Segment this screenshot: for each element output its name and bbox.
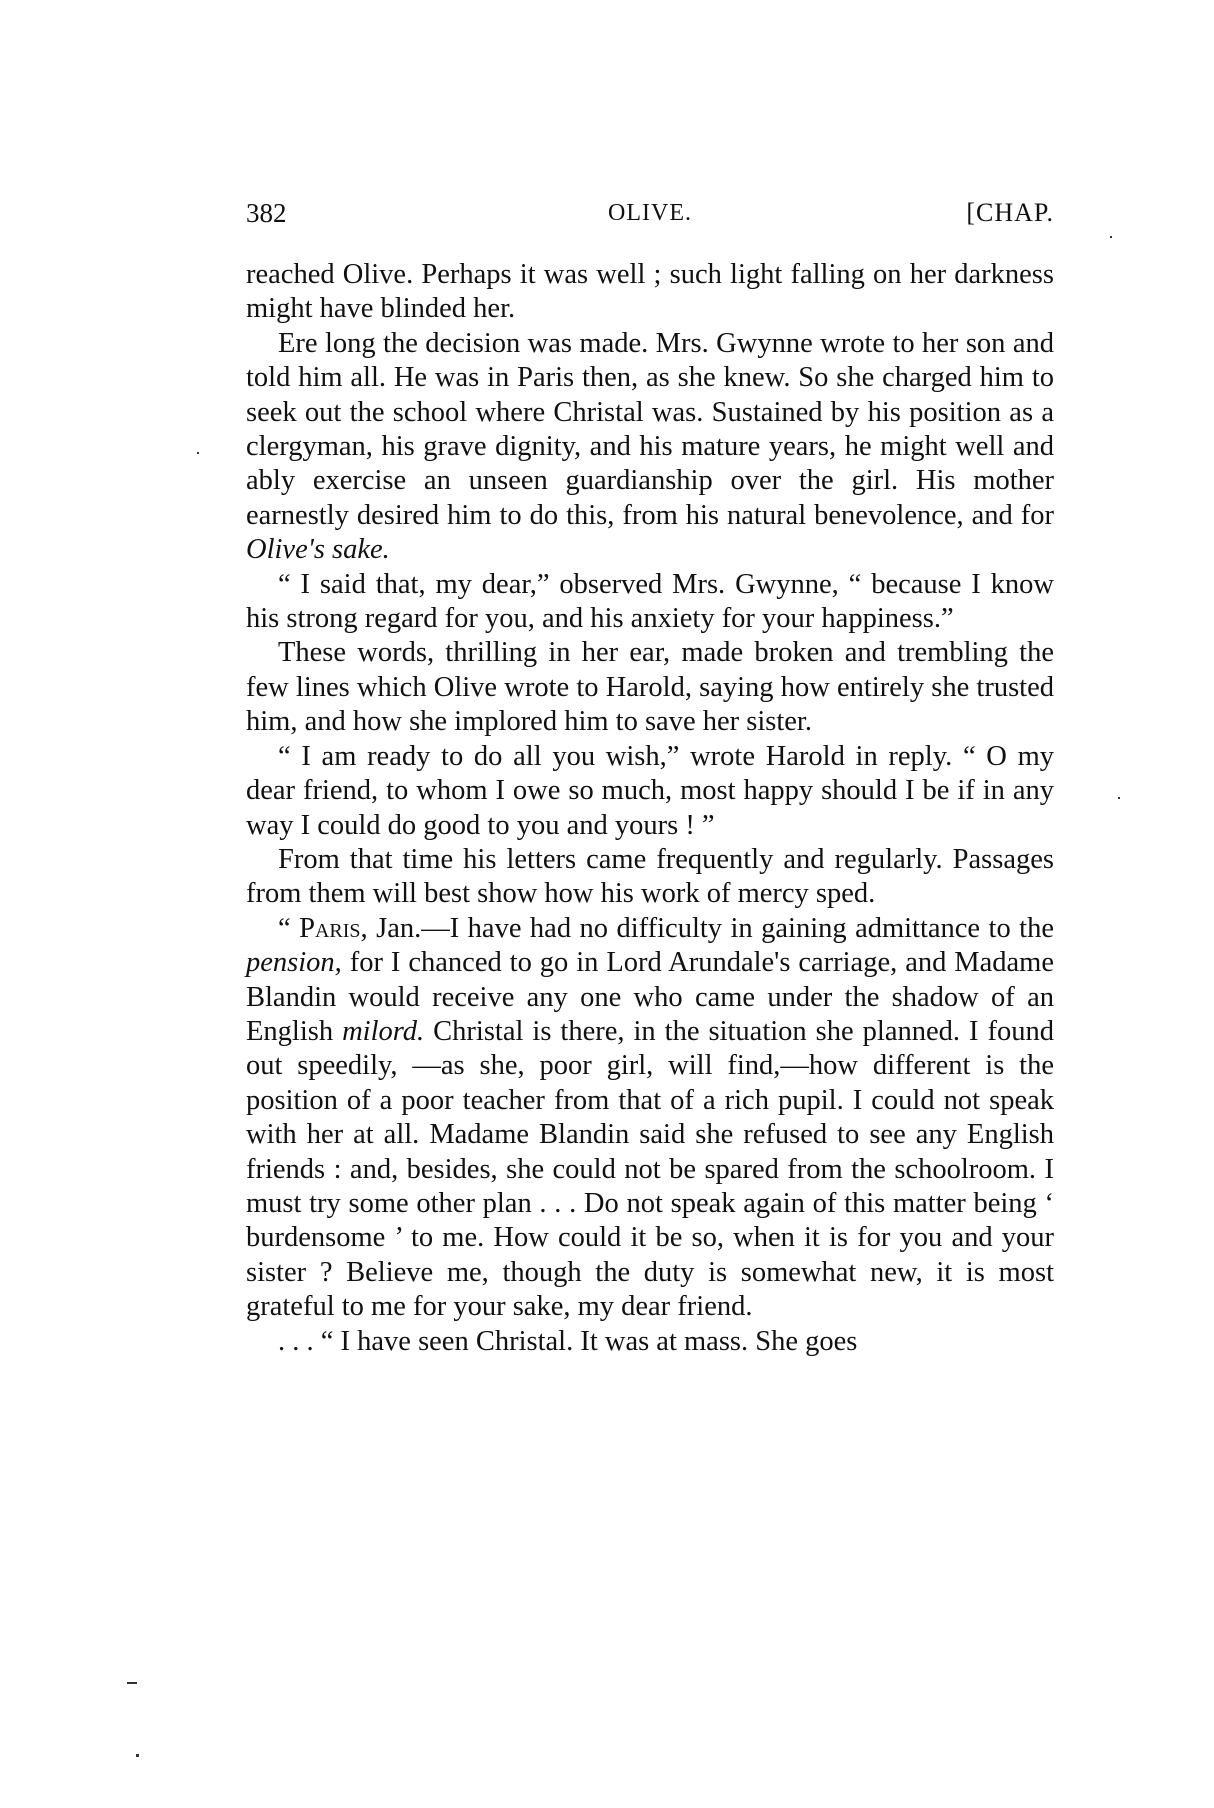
small-caps-text: Paris bbox=[299, 912, 361, 944]
paragraph-text: , Jan.—I have had no difficulty in gaining admittance to the bbox=[360, 912, 1054, 944]
paragraph-p2 bbox=[246, 327, 1054, 568]
paragraph-text: From that time his letters came frequently and regularly. Passages from them will best show how his work of mercy sped. bbox=[246, 843, 1054, 910]
page-number: 382 bbox=[246, 198, 287, 228]
scan-speck bbox=[1110, 236, 1112, 238]
paragraph-p5 bbox=[246, 740, 1054, 843]
paragraph-text: reached Olive. Perhaps it was well ; such light falling on her darkness might have blinded her. bbox=[246, 259, 1054, 325]
paragraph-text: Ere long the decision was made. Mrs. Gwynne wrote to her son and told him all. He was in Paris then, as she knew. So she charged him to seek out the school where Christal was. Sustained by his position as a clergyman, his grave dignity, and his mature years, he might well and ably exercise an unseen guardianship over the girl. His mother earnestly desired him to do this, from his natural benevolence, and for bbox=[246, 327, 1054, 531]
paragraph-p3 bbox=[246, 568, 1054, 637]
paragraph-text: “ I said that, my dear,” observed Mrs. Gwynne, “ because I know his strong regard for you, and his anxiety for your happiness.” bbox=[246, 568, 1054, 635]
body-text bbox=[246, 258, 1054, 1359]
paragraph-text: These words, thrilling in her ear, made broken and trembling the few lines which Olive wrote to Harold, saying how entirely she trusted him, and how she implored him to save her sister. bbox=[246, 637, 1054, 738]
italic-text: milord. bbox=[342, 1015, 425, 1047]
italic-text: Olive's sake. bbox=[246, 534, 390, 566]
page-header bbox=[246, 193, 1054, 233]
paragraph-text: . . . “ I have seen Christal. It was at mass. She goes bbox=[278, 1325, 858, 1357]
scan-speck bbox=[136, 1754, 139, 1757]
chapter-mark: [CHAP. bbox=[966, 198, 1054, 227]
paragraph-p7 bbox=[246, 912, 1054, 1325]
italic-text: pension, bbox=[246, 947, 342, 979]
scan-speck bbox=[197, 452, 199, 454]
paragraph-p6 bbox=[246, 843, 1054, 912]
paragraph-p8 bbox=[246, 1325, 1054, 1359]
paragraph-text: “ I am ready to do all you wish,” wrote Harold in reply. “ O my dear friend, to whom I owe so much, most happy should I be if in any way I could do good to you and yours ! ” bbox=[246, 740, 1054, 841]
running-title: OLIVE. bbox=[608, 200, 692, 226]
paragraph-p4 bbox=[246, 636, 1054, 739]
paragraph-text: “ bbox=[278, 912, 300, 944]
paragraph-text: for I chanced to go in Lord Arundale's carriage, and Madame Blandin would receive any one who came under the shadow of an English bbox=[246, 947, 1054, 1047]
scan-speck bbox=[1118, 797, 1120, 799]
scan-speck bbox=[127, 1682, 137, 1684]
paragraph-p1 bbox=[246, 258, 1054, 327]
paragraph-text: Christal is there, in the situation she planned. I found out speedily, —as she, poor girl, will find,—how different is the position of a poor teacher from that of a rich pupil. I could not speak with her at all. Madame Blandin said she refused to see any English friends : and, besides, she could not be spared from the schoolroom. I must try some other plan . . . Do not speak again of this matter being ‘ burdensome ’ to me. How could it be so, when it is for you and your sister ? Believe me, though the duty is somewhat new, it is most grateful to me for your sake, my dear friend. bbox=[246, 1015, 1054, 1323]
